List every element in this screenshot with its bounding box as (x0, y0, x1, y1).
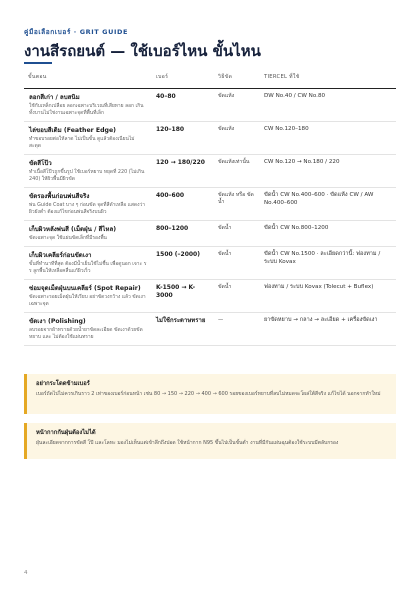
method-value: ขัดแห้งเท่านั้น (214, 155, 260, 188)
table-header-row (24, 73, 396, 89)
tiercel-value: ยาขัดหยาบ → กลาง → ละเอียด + เครื่องขัดเงา (260, 313, 396, 346)
stage-description: ขัดเฉพาะรอยเม็ดฝุ่นให้เรียบ อย่าขัดวงกว้าง แล้ว ขัดเงาเฉพาะจุด (29, 294, 146, 307)
stage-cell (24, 89, 152, 122)
method-value: ขัดน้ำ (214, 221, 260, 247)
stage-description: ทำเนื้อสีโป๊วถูกขึ้นรูป ใช้เบอร์หยาบ หยุดที่ 220 (ไม่เกิน 240) ให้ผิวพื้นมีผิวขัด (29, 169, 145, 182)
tiercel-value: ฟองทาม / ระบบ Kovax (Tolecut + Buflex) (260, 280, 396, 313)
column-header-grit: เบอร์ (152, 73, 214, 89)
table-row (24, 122, 396, 155)
callout-body: เบอร์ถัดไปไม่ควรเกินราว 2 เท่าของเบอร์ก่อนหน้า เช่น 80 → 150 → 220 → 400 → 600 รอยของเบอร์หยาบที่ลบไม่หมดจะโผล่ใต้สีจริง แก้ไขได้ นอกจากทำใหม่ (36, 391, 381, 397)
stage-description: ลบรอยจากผ้าทรายด้วยน้ำยาขัดละเอียด ขัดเงาด้วยขัดหยาบ และ ไม่ต้องใช้แผ่นทราย (29, 327, 143, 340)
method-value: ขัดน้ำ (214, 280, 260, 313)
stage-description: ทำขอบรอยต่อให้ลาด ไม่เป็นขั้น ดูแล้วต้องเนียนไม่ สะดุด (29, 136, 135, 149)
grit-value: ไม่ใช้กระดาษทราย (152, 313, 214, 346)
stage-cell (24, 188, 152, 221)
tip-callout-dust-mask (24, 423, 396, 459)
page-title: งานสีรถยนต์ — ใช้เบอร์ไหน ขั้นไหน (24, 42, 261, 60)
tiercel-value: ขัดน้ำ CW No.1500 · ละเอียดกว่านี้: ฟองทาม / ระบบ Kovax (260, 247, 396, 280)
column-header-stage: ขั้นตอน (24, 73, 152, 89)
grit-value: 1500 (–2000) (152, 247, 214, 280)
grit-value: 40–80 (152, 89, 214, 122)
grit-value: K-1500 → K-3000 (152, 280, 214, 313)
table-row (24, 280, 396, 313)
stage-description: ขัดเฉพาะจุด ใช้แผ่นขัดเล็กที่มีรองพื้น (29, 235, 107, 241)
stage-name: ขัดรองพื้นก่อนพ่นสีจริง (29, 193, 90, 200)
grit-table (24, 73, 396, 346)
tiercel-value: ขัดน้ำ CW No.400–600 · ขัดแห้ง CW / AW No.400–600 (260, 188, 396, 221)
stage-cell (24, 280, 152, 313)
stage-name: ไล่ขอบสีเดิม (Feather Edge) (29, 127, 116, 134)
method-value: ขัดแห้ง (214, 89, 260, 122)
grit-value: 400–600 (152, 188, 214, 221)
table-row (24, 221, 396, 247)
table-row (24, 89, 396, 122)
stage-name: ลอกสีเก่า / ลบสนิม (29, 94, 80, 101)
stage-name: ซ่อมจุดเม็ดฝุ่นบนเคลียร์ (Spot Repair) (29, 285, 141, 292)
callout-title: อย่ากระโดดข้ามเบอร์ (36, 381, 90, 387)
table-row (24, 155, 396, 188)
grit-value: 120 → 180/220 (152, 155, 214, 188)
method-value: ขัดน้ำ (214, 247, 260, 280)
stage-name: เก็บผิวเคลียร์ก่อนขัดเงา (29, 252, 92, 259)
stage-cell (24, 221, 152, 247)
tiercel-value: DW No.40 / CW No.80 (260, 89, 396, 122)
stage-cell (24, 313, 152, 346)
stage-description: ขั้นที่ทำนาทีที่สุด ต้องมีน้ำเย็นใช้ไม่ชื้น เพื่อดูนอก เจาะ ร ร ลูกพื้นให้เหลือคลื่นแก้ผิวเร็ว (29, 261, 147, 274)
tiercel-value: ขัดน้ำ CW No.800–1200 (260, 221, 396, 247)
tip-callout-grit-steps (24, 374, 396, 414)
table-row (24, 313, 396, 346)
stage-description: พ่น Guide Coat บาง ๆ ก่อนขัด จุดที่สีดำเหลือ แสดงว่าผิวยังต่ำ ต้องแก้ไขก่อนพ่นสีจริงบนผิว (29, 202, 145, 215)
title-underline (24, 62, 52, 64)
page-number: 4 (24, 570, 28, 576)
callout-body: ฝุ่นละเอียดจากการขัดสี โป๊ และโลหะ มองไม่เห็นแต่เข้าลึกถึงปอด ใช้หน้ากาก N95 ขึ้นไปเป็นขั้นต่ำ งานที่มีกันแผ่นฉุนต้องใช้ระบบมีตลับกรอง (36, 440, 339, 446)
grit-value: 800–1200 (152, 221, 214, 247)
stage-description: ใช้กับเหล็กเปลือย ลอกเฉพาะบริเวณที่เสียหาย ลอก เกินทั้งบานไม่ใช่งานเฉพาะจุดที่พื้นที่เล็ก (29, 103, 144, 116)
callout-title: หน้ากากกันฝุ่นต้องไม่ได้ (36, 430, 96, 436)
stage-name: ขัดสีโป๊ว (29, 160, 52, 167)
grit-value: 120–180 (152, 122, 214, 155)
stage-name: ขัดเงา (Polishing) (29, 318, 86, 325)
method-value: ขัดแห้ง หรือ ขัดน้ำ (214, 188, 260, 221)
column-header-method: วิธีขัด (214, 73, 260, 89)
stage-name: เก็บผิวหลังพ่นสี (เม็ดฝุ่น / สีไหล) (29, 226, 117, 233)
stage-cell (24, 247, 152, 280)
stage-cell (24, 122, 152, 155)
method-value: — (214, 313, 260, 346)
column-header-tiercel: TIERCEL ที่ใช้ (260, 73, 396, 89)
stage-cell (24, 155, 152, 188)
tiercel-value: CW No.120 → No.180 / 220 (260, 155, 396, 188)
tiercel-value: CW No.120–180 (260, 122, 396, 155)
table-row (24, 247, 396, 280)
table-row (24, 188, 396, 221)
section-kicker: คู่มือเลือกเบอร์ · GRIT GUIDE (24, 28, 129, 36)
method-value: ขัดแห้ง (214, 122, 260, 155)
